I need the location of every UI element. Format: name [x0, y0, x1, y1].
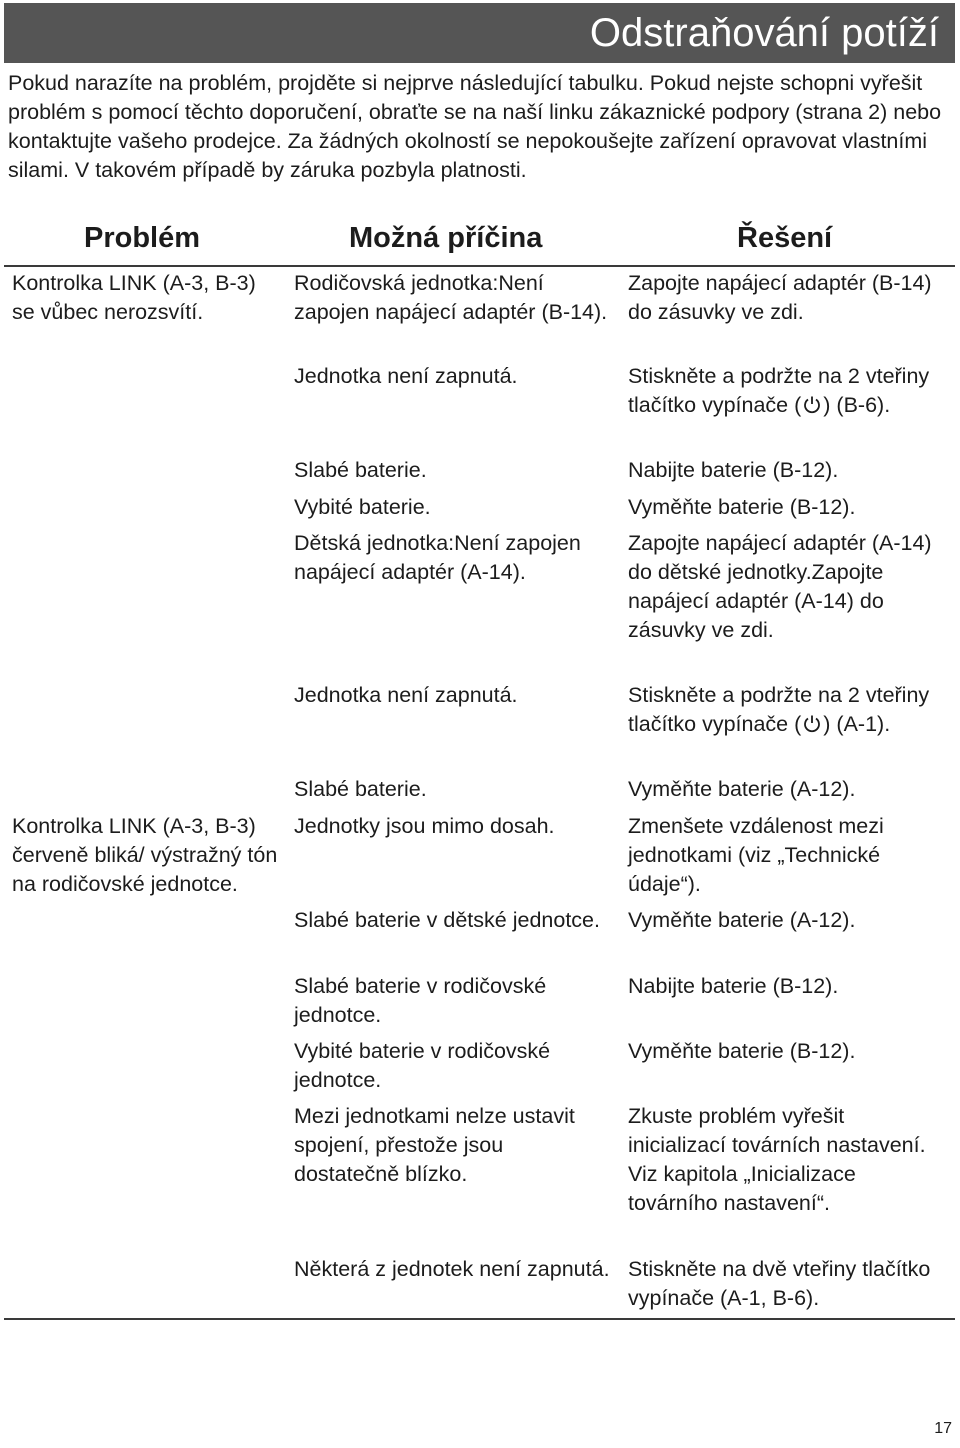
intro-paragraph: Pokud narazíte na problém, projděte si nejprve následující tabulku. Pokud nejste schopni vyřešit problém s pomocí těchto doporučení, obraťte se na naší linku zákaznické podpory (strana 2) nebo kontaktujte vašeho prodejce. Za žádných okolností se nepokoušejte zařízení opravovat vlastními silami. V takovém případě by záruka pozbyla platnosti.: [8, 71, 942, 182]
solution-cell: Zmenšete vzdálenost mezi jednotkami (viz „Technické údaje“).: [628, 814, 884, 896]
problem-cell: Kontrolka LINK (A-3, B-3) červeně bliká/ výstražný tón na rodičovské jednotce.: [12, 814, 278, 896]
column-header-solution: Řešení: [737, 222, 833, 254]
cause-cell: Jednotka není zapnutá.: [294, 364, 518, 388]
cause-cell: Rodičovská jednotka:Není zapojen napájecí adaptér (B-14).: [294, 271, 608, 324]
cause-cell: Slabé baterie.: [294, 777, 427, 801]
cause-cell: Slabé baterie v rodičovské jednotce.: [294, 974, 547, 1027]
solution-cell: Vyměňte baterie (B-12).: [628, 495, 856, 519]
cause-cell: Dětská jednotka:Není zapojen napájecí adaptér (A-14).: [294, 531, 581, 584]
solution-cell: Vyměňte baterie (A-12).: [628, 908, 856, 932]
solution-cell: [628, 681, 948, 739]
solution-cell: Zapojte napájecí adaptér (A-14) do dětské jednotky.Zapojte napájecí adaptér (A-14) do zásuvky ve zdi.: [628, 531, 932, 642]
solution-cell: Vyměňte baterie (A-12).: [628, 777, 856, 801]
cause-cell: Jednotka není zapnutá.: [294, 683, 518, 707]
page-title: Odstraňování potíží: [589, 11, 939, 55]
solution-cell: Stiskněte na dvě vteřiny tlačítko vypínače (A-1, B-6).: [628, 1257, 931, 1310]
cause-cell: Vybité baterie.: [294, 495, 431, 519]
solution-text: Stiskněte a podržte na 2 vteřiny tlačítko vypínače (: [628, 364, 930, 417]
cause-cell: Slabé baterie.: [294, 458, 427, 482]
solution-cell: Vyměňte baterie (B-12).: [628, 1039, 856, 1063]
solution-cell: Nabijte baterie (B-12).: [628, 974, 839, 998]
solution-cell: [628, 362, 948, 420]
column-header-problem: Problém: [84, 222, 201, 254]
solution-cell: Nabijte baterie (B-12).: [628, 458, 839, 482]
column-header-cause: Možná příčina: [349, 222, 543, 254]
title-bar: [4, 3, 955, 63]
cause-cell: Slabé baterie v dětské jednotce.: [294, 908, 600, 932]
solution-cell: Zapojte napájecí adaptér (B-14) do zásuvky ve zdi.: [628, 271, 932, 324]
solution-text: ) (A-1).: [823, 712, 891, 736]
power-icon: [802, 714, 822, 734]
cause-cell: Vybité baterie v rodičovské jednotce.: [294, 1039, 551, 1092]
table-bottom-rule: [4, 1318, 955, 1320]
page-number: 17: [934, 1420, 952, 1437]
solution-text: ) (B-6).: [823, 393, 891, 417]
solution-text: Stiskněte a podržte na 2 vteřiny tlačítko vypínače (: [628, 683, 930, 736]
power-icon: [802, 395, 822, 415]
solution-cell: Zkuste problém vyřešit inicializací továrních nastavení. Viz kapitola „Inicializace továrního nastavení“.: [628, 1104, 926, 1215]
cause-cell: Některá z jednotek není zapnutá.: [294, 1257, 610, 1281]
table-top-rule: [4, 265, 955, 267]
problem-cell: Kontrolka LINK (A-3, B-3) se vůbec nerozsvítí.: [12, 271, 256, 324]
cause-cell: Mezi jednotkami nelze ustavit spojení, přestože jsou dostatečně blízko.: [294, 1104, 575, 1186]
cause-cell: Jednotky jsou mimo dosah.: [294, 814, 555, 838]
